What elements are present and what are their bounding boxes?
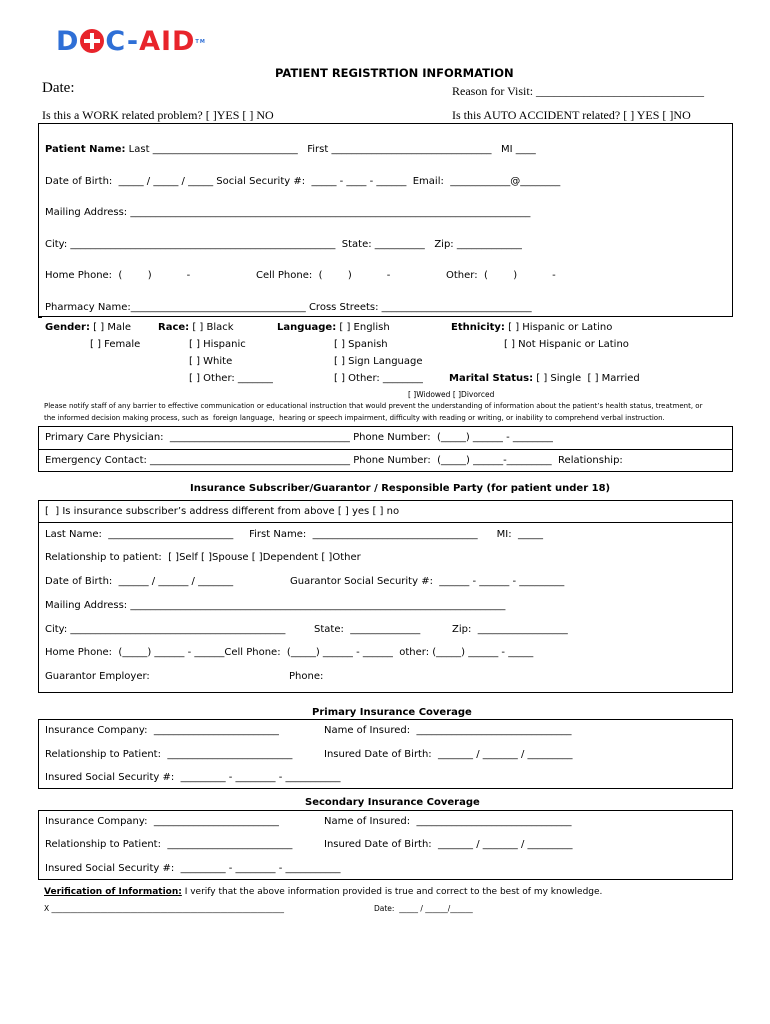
primary-insured-name[interactable]: Name of Insured: _______________________________: [324, 725, 572, 736]
gender-female-option[interactable]: [ ] Female: [90, 339, 141, 350]
communication-notice-line1: Please notify staff of any barrier to effective communication or educational instruction that would prevent the understanding of information about the patient’s health status, treatment, or: [44, 402, 703, 410]
guarantor-name-row[interactable]: Last Name: _________________________ First Name: _________________________________ MI: _____: [45, 529, 543, 540]
signature-line[interactable]: X ______________________________________________________________: [44, 904, 285, 913]
secondary-relationship-to-patient[interactable]: Relationship to Patient: _________________________: [45, 839, 293, 850]
logo-text-aid: AID: [139, 26, 196, 57]
primary-care-physician-row[interactable]: Primary Care Physician: ____________________________________ Phone Number: (_____) ______ - ________: [45, 432, 553, 443]
language-sign-option[interactable]: [ ] Sign Language: [334, 356, 423, 367]
logo-text-c: C-: [105, 26, 140, 57]
guarantor-city-state-zip[interactable]: City: ___________________________________________ State: ______________ Zip: __________________: [45, 624, 568, 635]
logo-text-d: D: [56, 26, 80, 57]
emergency-contact-row[interactable]: Emergency Contact: ________________________________________ Phone Number: (_____) ______-_________ Relationship:: [45, 455, 623, 466]
secondary-insured-ssn[interactable]: Insured Social Security #: _________ - ________ - ___________: [45, 863, 341, 874]
primary-relationship-to-patient[interactable]: Relationship to Patient: _________________________: [45, 749, 293, 760]
patient-name-fields[interactable]: Last _____________________________ First ________________________________ MI ____: [125, 144, 536, 155]
marital-status-label: Marital Status:: [449, 373, 534, 384]
primary-insurance-company[interactable]: Insurance Company: _________________________: [45, 725, 279, 736]
patient-other-phone[interactable]: Other: ( ) -: [446, 270, 556, 281]
guarantor-ssn-field[interactable]: Guarantor Social Security #: ______ - ______ - _________: [290, 576, 565, 587]
reason-for-visit-field[interactable]: Reason for Visit: ____________________________: [452, 84, 705, 98]
marital-status-options-2[interactable]: [ ]Widowed [ ]Divorced: [408, 390, 495, 399]
doc-aid-logo: [56, 24, 206, 60]
language-spanish-option[interactable]: [ ] Spanish: [334, 339, 388, 350]
contacts-divider: [38, 449, 733, 450]
language-english-text[interactable]: [ ] English: [336, 322, 390, 333]
ethnicity-label: Ethnicity:: [451, 322, 505, 333]
marital-status-row[interactable]: [449, 373, 640, 384]
ethnicity-hispanic-text[interactable]: [ ] Hispanic or Latino: [504, 322, 613, 333]
patient-name-label: Patient Name:: [45, 144, 126, 155]
guarantor-mailing-address[interactable]: Mailing Address: ___________________________________________________________________________: [45, 600, 506, 611]
communication-notice-line2: the informed decision making process, such as foreign language, hearing or speech impairment, difficulty with reading or writing, or inability to comprehend verbal instruction.: [44, 414, 665, 422]
secondary-insurance-title: Secondary Insurance Coverage: [305, 797, 480, 808]
patient-mailing-address[interactable]: Mailing Address: ________________________________________________________________________________: [45, 207, 531, 218]
verification-label: Verification of Information:: [44, 887, 182, 897]
guarantor-divider: [38, 522, 733, 523]
pharmacy-row[interactable]: Pharmacy Name:___________________________________ Cross Streets: ______________________________: [45, 302, 532, 313]
ethnicity-hispanic-option[interactable]: [451, 322, 612, 333]
verification-statement: [44, 887, 602, 897]
gender-male-text[interactable]: [ ] Male: [89, 322, 132, 333]
race-white-option[interactable]: [ ] White: [189, 356, 233, 367]
language-english-option[interactable]: [277, 322, 390, 333]
primary-insured-ssn[interactable]: Insured Social Security #: _________ - ________ - ___________: [45, 772, 341, 783]
primary-insured-dob[interactable]: Insured Date of Birth: _______ / _______ / _________: [324, 749, 573, 760]
medical-cross-icon: [80, 29, 104, 53]
signature-date-field[interactable]: Date: _____ / ______/______: [374, 904, 473, 913]
primary-insurance-title: Primary Insurance Coverage: [312, 707, 472, 718]
guarantor-phone-field[interactable]: Phone:: [289, 671, 324, 682]
guarantor-relationship-row[interactable]: Relationship to patient: [ ]Self [ ]Spouse [ ]Dependent [ ]Other: [45, 552, 361, 563]
patient-home-phone[interactable]: Home Phone: ( ) -: [45, 270, 191, 281]
patient-dob-row[interactable]: Date of Birth: _____ / _____ / _____ Social Security #: _____ - ____ - ______ Email: ____________@________: [45, 176, 561, 187]
race-black-option[interactable]: [158, 322, 234, 333]
guarantor-phones-row[interactable]: Home Phone: (_____) ______ - ______Cell Phone: (_____) ______ - ______ other: (_____) ______ - _____: [45, 647, 534, 658]
secondary-insured-name[interactable]: Name of Insured: _______________________________: [324, 816, 572, 827]
auto-accident-question[interactable]: Is this AUTO ACCIDENT related? [ ] YES [ ]NO: [452, 108, 691, 122]
marital-status-options[interactable]: [ ] Single [ ] Married: [533, 373, 640, 384]
verification-text: I verify that the above information provided is true and correct to the best of my knowledge.: [181, 887, 603, 897]
subscriber-address-different[interactable]: [ ] Is insurance subscriber’s address different from above [ ] yes [ ] no: [45, 506, 400, 517]
language-label: Language:: [277, 322, 337, 333]
gender-label: Gender:: [45, 322, 90, 333]
guarantor-employer-field[interactable]: Guarantor Employer:: [45, 671, 150, 682]
secondary-insured-dob[interactable]: Insured Date of Birth: _______ / _______ / _________: [324, 839, 573, 850]
patient-cell-phone[interactable]: Cell Phone: ( ) -: [256, 270, 391, 281]
race-other-option[interactable]: [ ] Other: _______: [189, 373, 273, 384]
patient-name-row[interactable]: [45, 144, 536, 155]
patient-city-state-zip[interactable]: City: _____________________________________________________ State: __________ Zip: _____________: [45, 239, 522, 250]
page-title: PATIENT REGISTRTION INFORMATION: [275, 66, 514, 80]
race-label: Race:: [158, 322, 190, 333]
guarantor-section-title: Insurance Subscriber/Guarantor / Responsible Party (for patient under 18): [190, 483, 611, 494]
race-black-text[interactable]: [ ] Black: [189, 322, 234, 333]
demographics-divider-left: [38, 317, 42, 318]
language-other-option[interactable]: [ ] Other: ________: [334, 373, 423, 384]
race-hispanic-option[interactable]: [ ] Hispanic: [189, 339, 246, 350]
gender-male-option[interactable]: [45, 322, 131, 333]
guarantor-dob-field[interactable]: Date of Birth: ______ / ______ / _______: [45, 576, 234, 587]
secondary-insurance-company[interactable]: Insurance Company: _________________________: [45, 816, 279, 827]
logo-trademark: TM: [195, 39, 206, 45]
work-related-question[interactable]: Is this a WORK related problem? [ ]YES [ ] NO: [42, 108, 274, 122]
date-label[interactable]: Date:: [42, 80, 75, 96]
ethnicity-not-hispanic-option[interactable]: [ ] Not Hispanic or Latino: [504, 339, 629, 350]
